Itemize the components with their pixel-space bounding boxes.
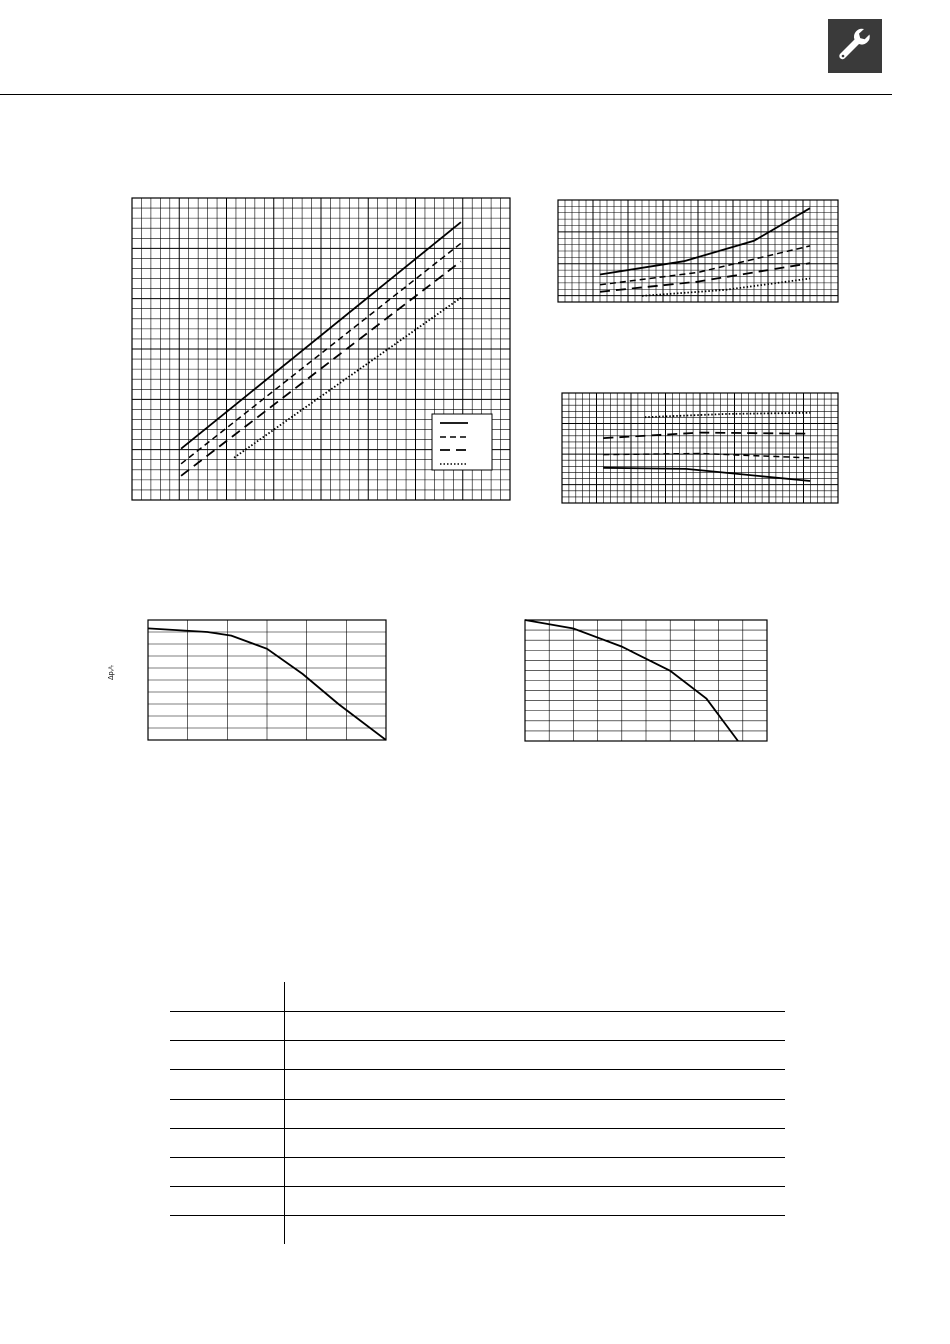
table-row xyxy=(170,982,785,1012)
wrench-icon-graphic xyxy=(828,19,882,73)
middle-right-chart xyxy=(562,393,838,503)
table-row xyxy=(170,1186,785,1216)
table-row xyxy=(170,1040,785,1070)
table-row xyxy=(170,1128,785,1158)
main-chart xyxy=(132,198,510,500)
table-row xyxy=(170,1070,785,1100)
wrench-icon xyxy=(828,19,882,73)
table-row xyxy=(170,1157,785,1187)
main-chart-legend xyxy=(432,414,492,470)
upper-right-chart xyxy=(558,200,838,302)
header-rule xyxy=(0,94,892,95)
lower-left-ylabel: Δpᵥᵃᵣ xyxy=(108,664,115,680)
lower-right-chart xyxy=(525,620,767,741)
lower-left-chart xyxy=(148,620,386,740)
spec-table xyxy=(170,982,785,1244)
table-row xyxy=(170,1099,785,1129)
table-row xyxy=(170,1011,785,1041)
